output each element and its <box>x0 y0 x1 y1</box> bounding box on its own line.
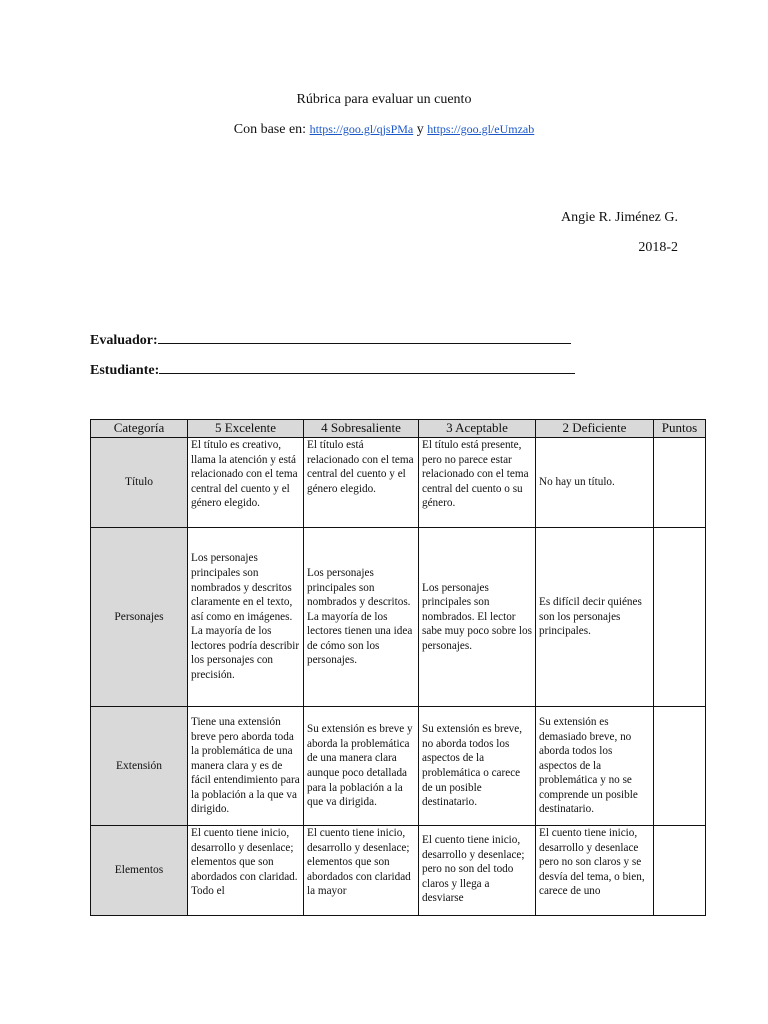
sources-line <box>0 122 768 138</box>
criteria-cell <box>536 826 654 916</box>
criteria-cell: Los personajes principales son nombrados y descritos claramente en el texto, así como en imágenes. La mayoría de los lectores podría describir los personajes con precisión. <box>188 528 304 707</box>
criteria-text: El cuento tiene inicio, desarrollo y desenlace; elementos que son abordados con claridad. Todo el <box>191 827 298 898</box>
criteria-cell: Su extensión es demasiado breve, no aborda todos los aspectos de la problemática y no se comprende un posible destinatario. <box>536 707 654 826</box>
criteria-cell <box>188 826 304 916</box>
criteria-cell: El título está presente, pero no parece estar relacionado con el tema central del cuento o su género. <box>419 438 536 528</box>
points-cell[interactable] <box>654 438 706 528</box>
source-link-2[interactable]: https://goo.gl/eUmzab <box>427 122 535 136</box>
estudiante-blank-line[interactable] <box>159 359 575 374</box>
evaluador-label: Evaluador: <box>90 333 158 348</box>
sources-conjunction: y <box>416 122 424 137</box>
table-row <box>91 438 706 528</box>
table-row <box>91 707 706 826</box>
criteria-cell <box>304 826 419 916</box>
criteria-cell <box>419 826 536 916</box>
author-name: Angie R. Jiménez G. <box>560 210 678 225</box>
points-cell[interactable] <box>654 707 706 826</box>
criteria-cell: Es difícil decir quiénes son los personajes principales. <box>536 528 654 707</box>
evaluador-blank-line[interactable] <box>158 329 571 344</box>
criteria-cell: Su extensión es breve, no aborda todos los aspectos de la problemática o carece de un posible destinatario. <box>419 707 536 826</box>
document-title: Rúbrica para evaluar un cuento <box>296 92 472 107</box>
category-cell: Elementos <box>91 826 188 916</box>
points-cell[interactable] <box>654 528 706 707</box>
rubric-table <box>90 419 706 916</box>
criteria-cell: No hay un título. <box>536 438 654 528</box>
table-header-row <box>91 420 706 438</box>
points-cell[interactable] <box>654 826 706 916</box>
criteria-text: El cuento tiene inicio, desarrollo y desenlace pero no son claros y se desvía del tema, o bien, carece de uno <box>539 827 645 898</box>
evaluador-field[interactable] <box>90 329 571 349</box>
category-cell: Extensión <box>91 707 188 826</box>
header-aceptable: 3 Aceptable <box>419 420 536 438</box>
criteria-cell: Tiene una extensión breve pero aborda toda la problemática de una manera clara y es de fácil entendimiento para la población a la que va dirigido. <box>188 707 304 826</box>
header-sobresaliente: 4 Sobresaliente <box>304 420 419 438</box>
estudiante-label: Estudiante: <box>90 363 160 378</box>
table-row <box>91 826 706 916</box>
criteria-cell: El título está relacionado con el tema central del cuento y el género elegido. <box>304 438 419 528</box>
term-label: 2018-2 <box>638 240 678 255</box>
estudiante-field[interactable] <box>90 359 575 379</box>
points-value <box>657 826 702 915</box>
criteria-cell: El título es creativo, llama la atención y está relacionado con el tema central del cuento y el género elegido. <box>188 438 304 528</box>
category-cell: Título <box>91 438 188 528</box>
header-excelente: 5 Excelente <box>188 420 304 438</box>
criteria-text: El cuento tiene inicio, desarrollo y desenlace; pero no son del todo claros y llega a desviarse <box>422 834 525 905</box>
header-deficiente: 2 Deficiente <box>536 420 654 438</box>
header-puntos: Puntos <box>654 420 706 438</box>
sources-prefix: Con base en: <box>233 122 307 137</box>
table-row <box>91 528 706 707</box>
source-link-1[interactable]: https://goo.gl/qjsPMa <box>309 122 414 136</box>
category-cell: Personajes <box>91 528 188 707</box>
criteria-text: El cuento tiene inicio, desarrollo y desenlace; elementos que son abordados con claridad la mayor <box>307 827 411 898</box>
criteria-cell: Los personajes principales son nombrados. El lector sabe muy poco sobre los personajes. <box>419 528 536 707</box>
criteria-cell: Los personajes principales son nombrados y descritos. La mayoría de los lectores tienen una idea de cómo son los personajes. <box>304 528 419 707</box>
header-categoria: Categoría <box>91 420 188 438</box>
criteria-cell: Su extensión es breve y aborda la problemática de una manera clara aunque poco detallada para la población a la que va dirigida. <box>304 707 419 826</box>
